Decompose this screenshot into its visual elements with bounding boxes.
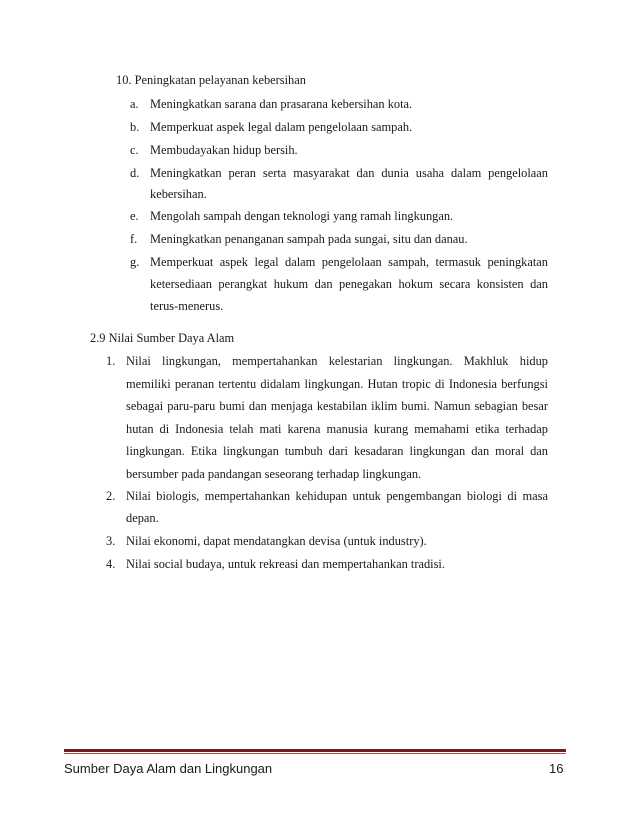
list-item-text: Meningkatkan penanganan sampah pada sungai, situ dan danau. (150, 232, 468, 246)
footer-page-number: 16 (549, 761, 564, 776)
list-item-text: Nilai social budaya, untuk rekreasi dan mempertahankan tradisi. (126, 557, 445, 571)
list-item-text: Memperkuat aspek legal dalam pengelolaan sampah, termasuk peningkatan (150, 255, 548, 269)
list-item-text: kebersihan. (150, 187, 207, 201)
list-marker: b. (130, 120, 140, 134)
list-marker: g. (130, 255, 140, 269)
list-marker: 1. (106, 354, 116, 368)
list-item-text: hutan di Indonesia telah mati karena manusia kurang memahami etika terhadap (126, 422, 548, 436)
footer-rule (64, 749, 566, 752)
section-2-9-heading: 2.9 Nilai Sumber Daya Alam (90, 331, 235, 345)
list-marker: f. (130, 232, 138, 246)
list-item-text: Mengolah sampah dengan teknologi yang ramah lingkungan. (150, 209, 454, 223)
list-item-text: Nilai ekonomi, dapat mendatangkan devisa (untuk industry). (126, 534, 427, 548)
list-item-text: Meningkatkan sarana dan prasarana kebersihan kota. (150, 97, 413, 111)
list-item-text: sebagai paru-paru bumi dan menjaga kestabilan iklim bumi. Namun sebagian besar (126, 399, 548, 413)
list-item-text: Nilai lingkungan, mempertahankan kelestarian lingkungan. Makhluk hidup (126, 354, 548, 368)
list-marker: d. (130, 166, 140, 180)
list-marker: 3. (106, 534, 116, 548)
section-10-heading: 10. Peningkatan pelayanan kebersihan (116, 73, 306, 87)
list-item-text: depan. (126, 511, 159, 525)
list-marker: a. (130, 97, 139, 111)
list-item-text: bersumber pada pandangan seseorang terhadap lingkungan. (126, 467, 422, 481)
list-marker: e. (130, 209, 139, 223)
list-item-text: Nilai biologis, mempertahankan kehidupan untuk pengembangan biologi di masa (126, 489, 548, 503)
list-item-text: ketersediaan perangkat hukum dan penegakan hokum secara konsisten dan (150, 277, 548, 291)
footer-title: Sumber Daya Alam dan Lingkungan (64, 761, 273, 776)
list-marker: 2. (106, 489, 116, 503)
list-item-text: Meningkatkan peran serta masyarakat dan dunia usaha dalam pengelolaan (150, 166, 548, 180)
list-item-text: terus-menerus. (150, 299, 224, 313)
list-marker: 4. (106, 557, 116, 571)
list-item-text: Membudayakan hidup bersih. (150, 143, 298, 157)
list-marker: c. (130, 143, 139, 157)
list-item-text: memiliki peranan tertentu didalam lingkungan. Hutan tropic di Indonesia berfungsi (126, 377, 548, 391)
list-item-text: Memperkuat aspek legal dalam pengelolaan sampah. (150, 120, 413, 134)
footer-rule-thin (64, 753, 566, 754)
list-item-text: lingkungan. Etika lingkungan tumbuh dari kesadaran lingkungan dan moral dan (126, 444, 548, 458)
